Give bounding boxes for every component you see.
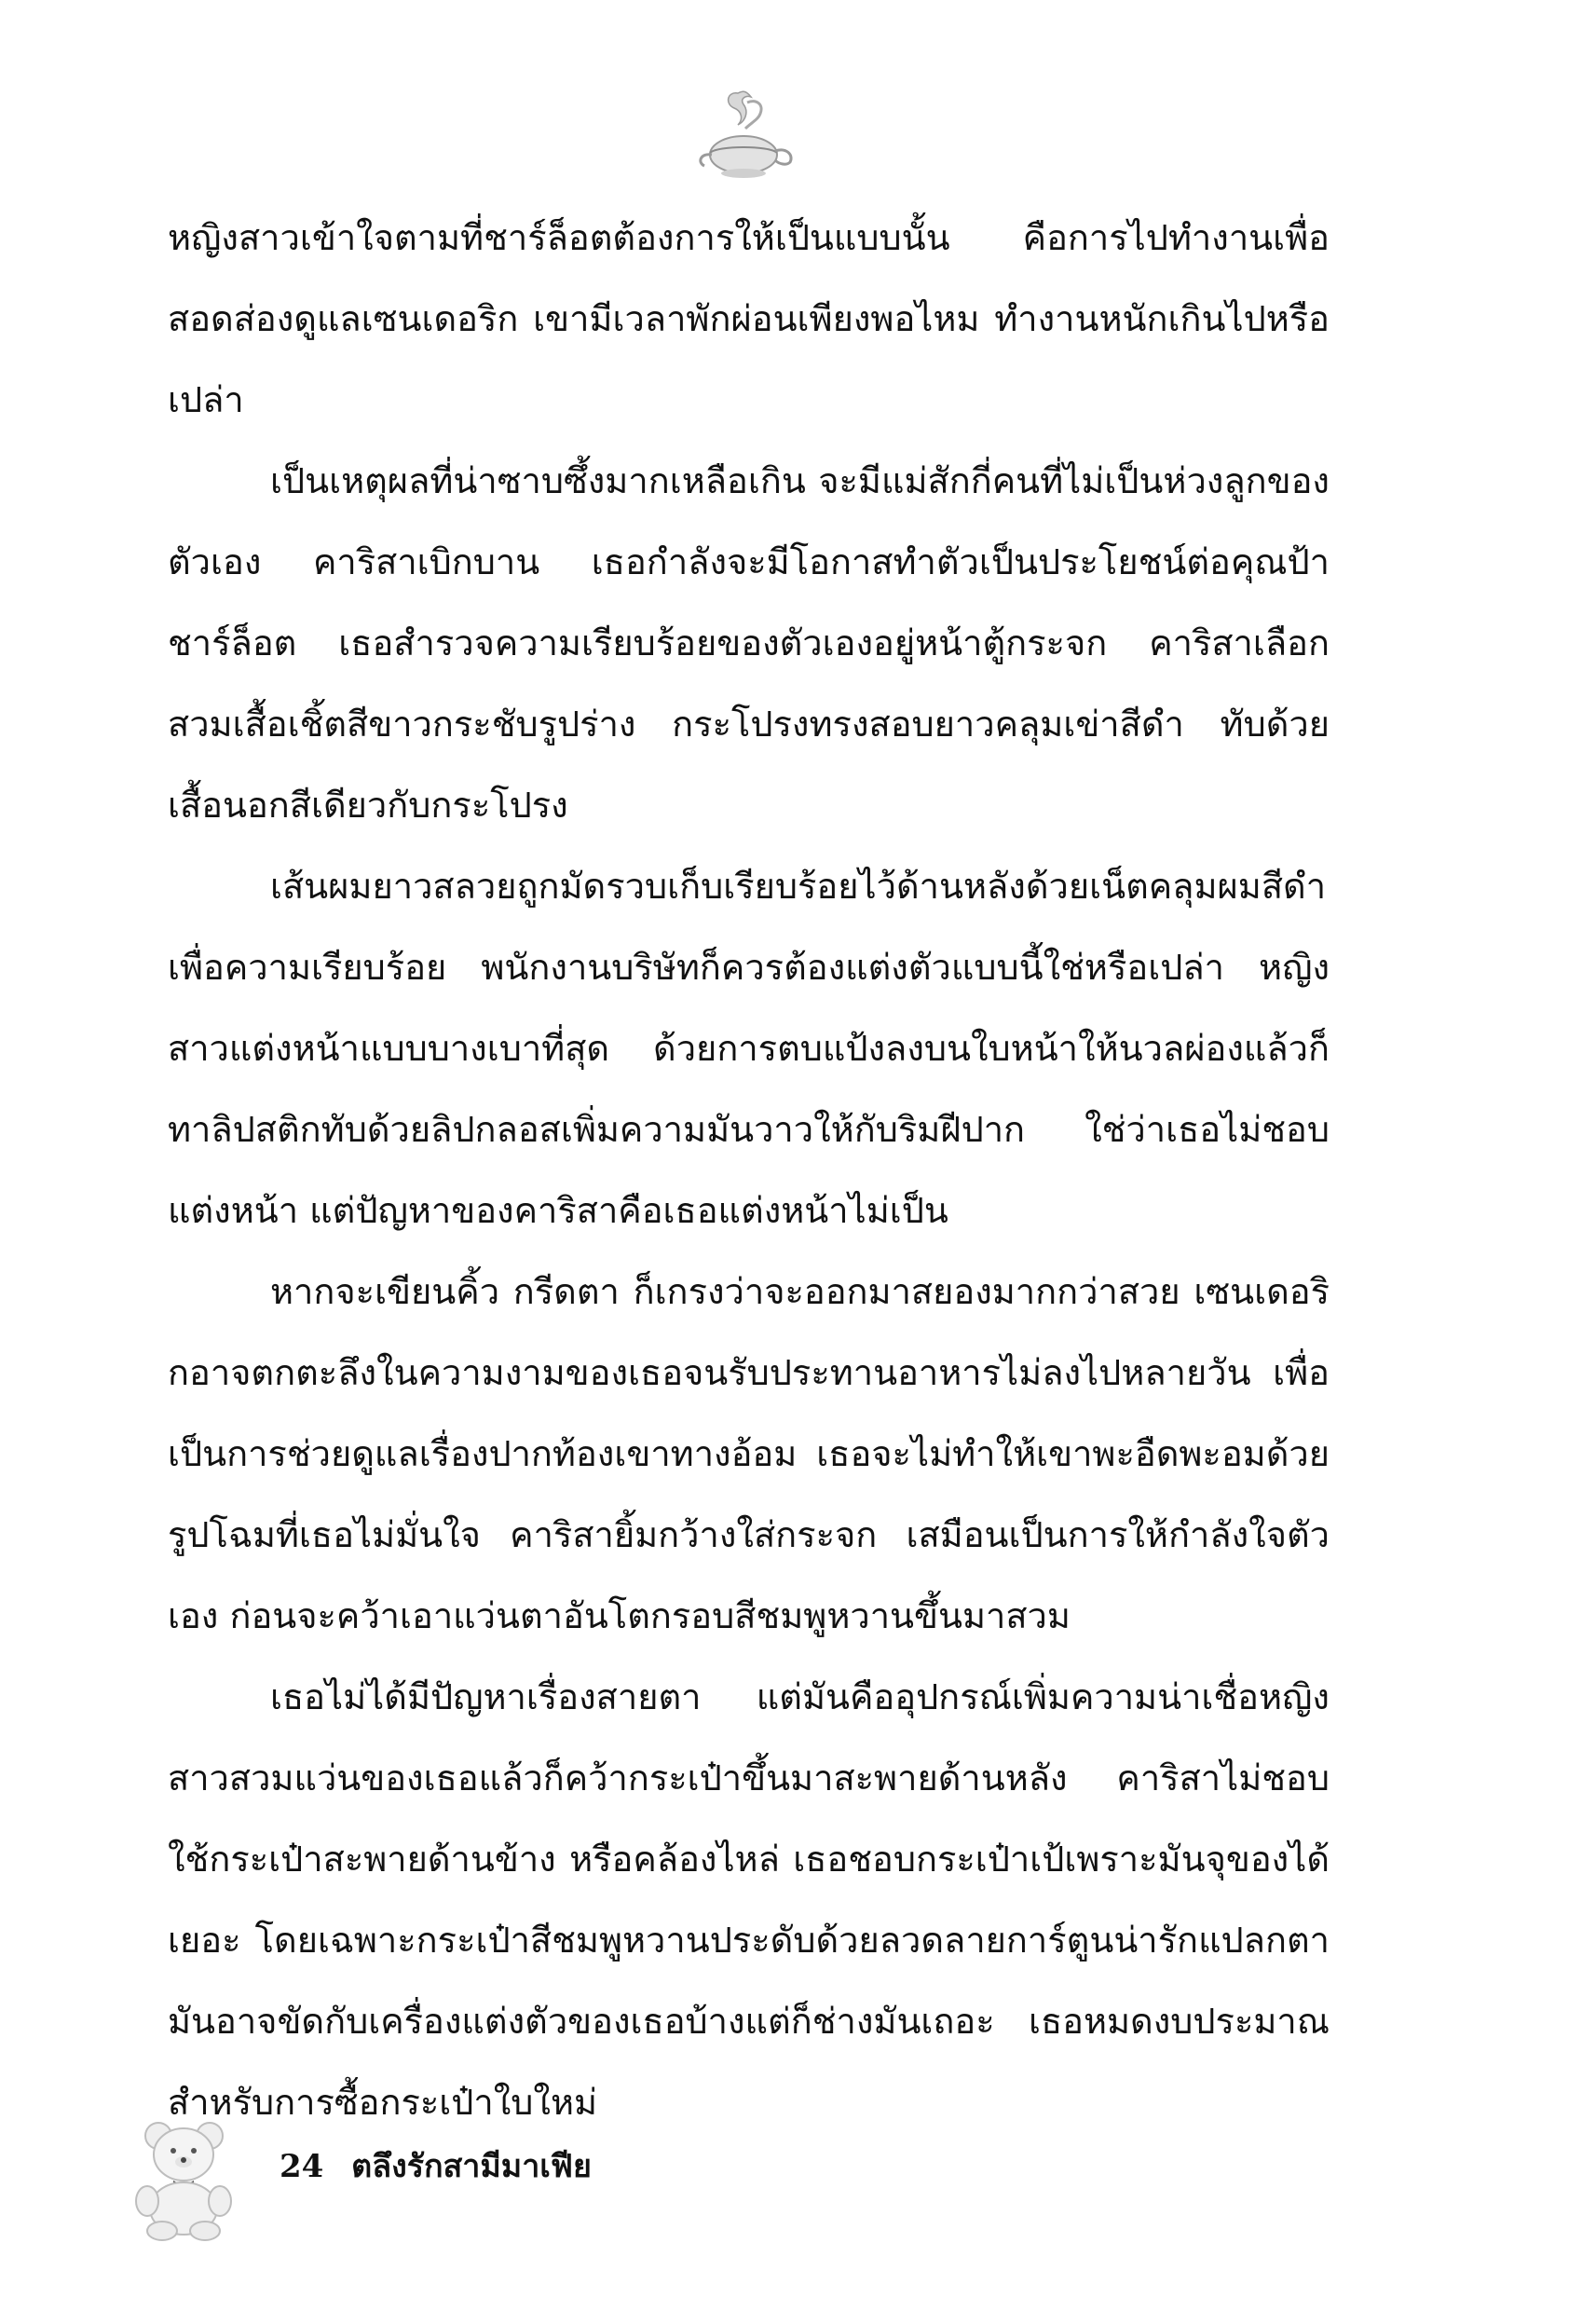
teapot-genie-icon (689, 76, 801, 188)
teddy-bear-icon (130, 2115, 238, 2241)
paragraph: หญิงสาวเข้าใจตามที่ชาร์ล็อตต้องการให้เป็นแบบนั้น คือการไปทำงานเพื่อสอดส่องดูแลเซนเดอริก เขามีเวลาพักผ่อนเพียงพอไหม ทำงานหนักเกินไปหรือเปล่า (168, 217, 1330, 420)
page-footer (280, 2143, 592, 2190)
paragraph: หากจะเขียนคิ้ว กรีดตา ก็เกรงว่าจะออกมาสยองมากกว่าสวย เซนเดอริกอาจตกตะลึงในความงามของเธอจนรับประทานอาหารไม่ลงไปหลายวัน เพื่อเป็นการช่วยดูแลเรื่องปากท้องเขาทางอ้อม เธอจะไม่ทำให้เขาพะอืดพะอมด้วยรูปโฉมที่เธอไม่มั่นใจ คาริสายิ้มกว้างใส่กระจก เสมือนเป็นการให้กำลังใจตัวเอง ก่อนจะคว้าเอาแว่นตาอันโตกรอบสีชมพูหวานขึ้นมาสวม (168, 1271, 1330, 1636)
page-number: 24 (280, 2148, 324, 2185)
book-title: ตลึงรักสามีมาเฟีย (351, 2148, 592, 2185)
paragraph: เป็นเหตุผลที่น่าซาบซึ้งมากเหลือเกิน จะมีแม่สักกี่คนที่ไม่เป็นห่วงลูกของตัวเอง คาริสาเบิกบาน เธอกำลังจะมีโอกาสทำตัวเป็นประโยชน์ต่อคุณป้าชาร์ล็อต เธอสำรวจความเรียบร้อยของตัวเองอยู่หน้าตู้กระจก คาริสาเลือกสวมเสื้อเชิ้ตสีขาวกระชับรูปร่าง กระโปรงทรงสอบยาวคลุมเข่าสีดำ ทับด้วยเสื้อนอกสีเดียวกับกระโปรง (168, 460, 1330, 826)
paragraph: เธอไม่ได้มีปัญหาเรื่องสายตา แต่มันคืออุปกรณ์เพิ่มความน่าเชื่อหญิงสาวสวมแว่นของเธอแล้วก็คว้ากระเป๋าขึ้นมาสะพายด้านหลัง คาริสาไม่ชอบใช้กระเป๋าสะพายด้านข้าง หรือคล้องไหล่ เธอชอบกระเป๋าเป้เพราะมันจุของได้เยอะ โดยเฉพาะกระเป๋าสีชมพูหวานประดับด้วยลวดลายการ์ตูนน่ารักแปลกตา มันอาจขัดกับเครื่องแต่งตัวของเธอบ้างแต่ก็ช่างมันเถอะ เธอหมดงบประมาณสำหรับการซื้อกระเป๋าใบใหม่ (168, 1676, 1330, 2123)
paragraph: เส้นผมยาวสลวยถูกมัดรวบเก็บเรียบร้อยไว้ด้านหลังด้วยเน็ตคลุมผมสีดำเพื่อความเรียบร้อย พนักงานบริษัทก็ควรต้องแต่งตัวแบบนี้ใช่หรือเปล่า หญิงสาวแต่งหน้าแบบบางเบาที่สุด ด้วยการตบแป้งลงบนใบหน้าให้นวลผ่องแล้วก็ทาลิปสติกทับด้วยลิปกลอสเพิ่มความมันวาวให้กับริมฝีปาก ใช่ว่าเธอไม่ชอบแต่งหน้า แต่ปัญหาของคาริสาคือเธอแต่งหน้าไม่เป็น (168, 866, 1330, 1231)
story-text (168, 198, 1330, 2143)
